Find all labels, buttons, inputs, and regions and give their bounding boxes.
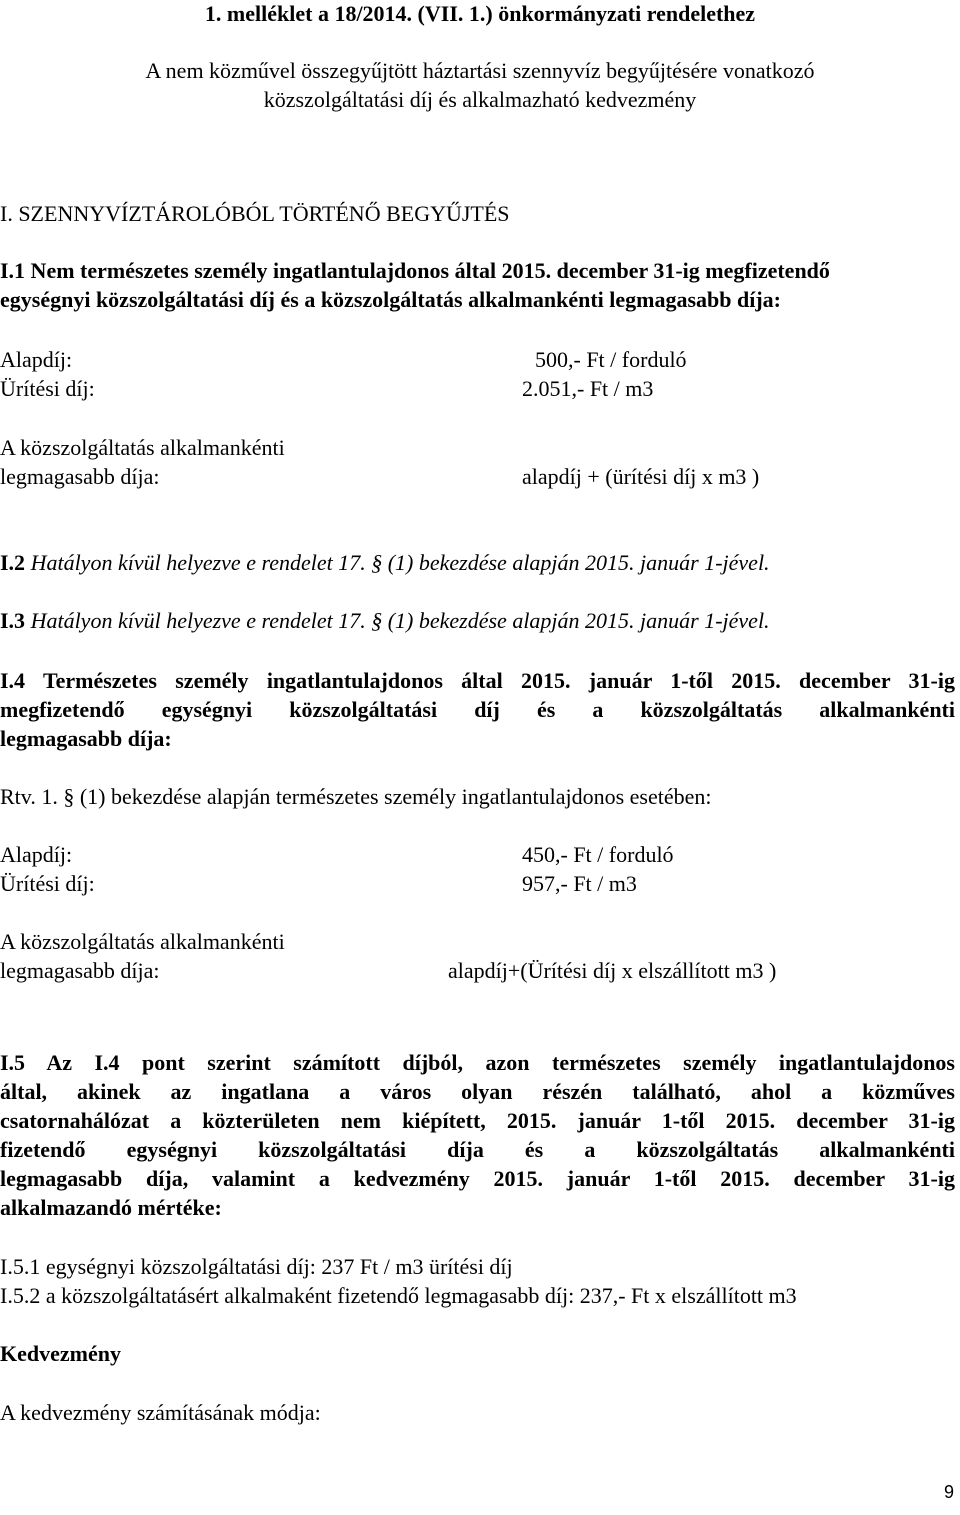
s1-1-max-label-line2: legmagasabb díja:	[0, 464, 160, 489]
s1-4-rtv: Rtv. 1. § (1) bekezdése alapján természetes személy ingatlantulajdonos esetében:	[0, 784, 712, 809]
main-title-line2: közszolgáltatási díj és alkalmazható kedvezmény	[263, 87, 697, 112]
s1-4-title-line3: legmagasabb díja:	[0, 726, 172, 751]
s1-5-1: I.5.1 egységnyi közszolgáltatási díj: 237 Ft / m3 ürítési díj	[0, 1254, 513, 1279]
kedvezmeny-text: A kedvezmény számításának módja:	[0, 1400, 321, 1425]
s1-5-line4: fizetendő egységnyi közszolgáltatási díja és a közszolgáltatás alkalmankénti	[0, 1137, 955, 1162]
s1-3-text: Hatályon kívül helyezve e rendelet 17. § (1) bekezdése alapján 2015. január 1-jével.	[25, 608, 770, 633]
s1-1-uritesi-value: 2.051,- Ft / m3	[522, 376, 654, 401]
s1-4-alapdij-label: Alapdíj:	[0, 842, 73, 867]
s1-5-line6: alkalmazandó mértéke:	[0, 1195, 222, 1220]
s1-4-max-label-line2: legmagasabb díja:	[0, 958, 160, 983]
s1-3-number: I.3	[0, 608, 26, 633]
main-title-line1: A nem közművel összegyűjtött háztartási szennyvíz begyűjtésére vonatkozó	[145, 58, 815, 83]
s1-3-item	[0, 608, 770, 634]
s1-2-text: Hatályon kívül helyezve e rendelet 17. § (1) bekezdése alapján 2015. január 1-jével.	[25, 550, 770, 575]
section-heading: I. SZENNYVÍZTÁROLÓBÓL TÖRTÉNŐ BEGYŰJTÉS	[0, 201, 510, 226]
s1-4-title-line2: megfizetendő egységnyi közszolgáltatási díj és a közszolgáltatás alkalmankénti	[0, 697, 955, 722]
s1-1-alapdij-value: 500,- Ft / forduló	[535, 347, 687, 372]
s1-4-alapdij-value: 450,- Ft / forduló	[522, 842, 674, 867]
s1-2-item	[0, 550, 770, 576]
s1-1-title-line1: I.1 Nem természetes személy ingatlantulajdonos által 2015. december 31-ig megfizetendő	[0, 258, 830, 283]
s1-5-2: I.5.2 a közszolgáltatásért alkalmaként fizetendő legmagasabb díj: 237,- Ft x elszállított m3	[0, 1283, 797, 1308]
s1-4-max-label-line1: A közszolgáltatás alkalmankénti	[0, 929, 285, 954]
s1-1-uritesi-label: Ürítési díj:	[0, 376, 95, 401]
s1-4-uritesi-label: Ürítési díj:	[0, 871, 95, 896]
s1-5-line1: I.5 Az I.4 pont szerint számított díjból, azon természetes személy ingatlantulajdonos	[0, 1050, 955, 1075]
s1-1-alapdij-label: Alapdíj:	[0, 347, 73, 372]
s1-5-line3: csatornahálózat a közterületen nem kiépített, 2015. január 1-től 2015. december 31-ig	[0, 1108, 955, 1133]
s1-4-max-value: alapdíj+(Ürítési díj x elszállított m3 )	[448, 958, 777, 983]
s1-4-title-line1: I.4 Természetes személy ingatlantulajdonos által 2015. január 1-től 2015. december 31-ig	[0, 668, 955, 693]
s1-2-number: I.2	[0, 550, 26, 575]
annex-title: 1. melléklet a 18/2014. (VII. 1.) önkormányzati rendelethez	[204, 1, 756, 26]
s1-1-title-line2: egységnyi közszolgáltatási díj és a közszolgáltatás alkalmankénti legmagasabb díja:	[0, 287, 782, 312]
s1-5-line2: által, akinek az ingatlana a város olyan részén található, ahol a közműves	[0, 1079, 955, 1104]
s1-5-line5: legmagasabb díja, valamint a kedvezmény 2015. január 1-től 2015. december 31-ig	[0, 1166, 955, 1191]
s1-1-max-label-line1: A közszolgáltatás alkalmankénti	[0, 435, 285, 460]
s1-4-uritesi-value: 957,- Ft / m3	[522, 871, 637, 896]
kedvezmeny-heading: Kedvezmény	[0, 1341, 121, 1366]
s1-1-max-value: alapdíj + (ürítési díj x m3 )	[522, 464, 760, 489]
page-number: 9	[943, 1482, 954, 1502]
